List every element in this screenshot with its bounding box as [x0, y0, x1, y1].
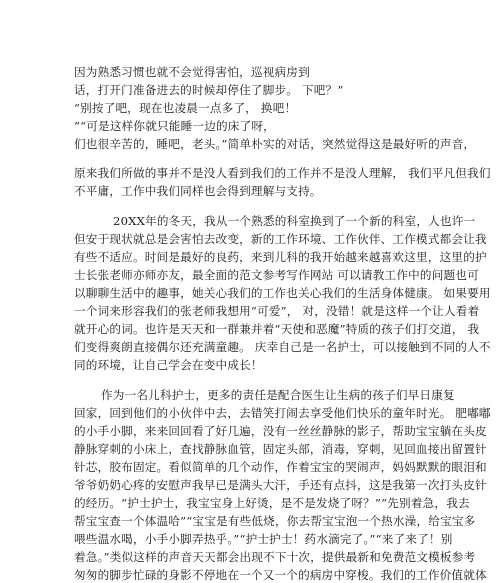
- text-line: 不平庸，工作中我们同样也会得到理解与支持。: [74, 184, 322, 198]
- text-line: 的经历。“护士护士，我宝宝身上好烫，是不是发烧了呀？”“先别着急，我去: [74, 496, 470, 510]
- text-line: 同的环境，让自己学会在变中成长！: [74, 358, 263, 372]
- text-line: 一个词来形容我们的张老师我想用“可爱”， 对，没错！就是这样一个让人看着: [74, 304, 480, 318]
- text-line: 们变得爽朗直接偶尔还充满童趣。 庆幸自己是一名护士，可以接触到不同的人不: [74, 340, 491, 354]
- text-line: 以聊聊生活中的趣事，她关心我们的工作也关心我们的生活身体健康。 如果要用: [74, 286, 491, 300]
- text-line: 20XX年的冬天，我从一个熟悉的科室换到了一个新的科室，人也许一: [113, 214, 476, 228]
- text-line: 原来我们所做的事并不是没人看到我们的工作并不是没人理解， 我们平凡但我们: [74, 166, 491, 180]
- text-line: 喂些温水喝，小手小脚弄热乎。”“护士护士！药水滴完了。”“来了来了！别: [74, 532, 453, 546]
- text-line: 就开心的词。也许是天天和一群兼并着“天使和恶魔”特质的孩子们打交道， 我: [74, 322, 480, 336]
- text-line: ”“可是这样你就只能睡一边的床了呀，: [74, 119, 275, 133]
- text-line: 作为一名儿科护士，更多的责任是配合医生让生病的孩子们早日康复: [101, 388, 455, 402]
- text-line: 士长张老师亦师亦友，最全面的范文参考写作网站 可以请教工作中的问题也可: [74, 268, 479, 282]
- text-line: 们也很辛苦的，睡吧，老头。”简单朴实的对话，突然觉得这是最好听的声音，: [74, 137, 476, 151]
- text-line: “别按了吧，现在也凌晨一点多了， 换吧！: [74, 101, 297, 115]
- text-line: 爷爷奶奶心疼的安慰声我早已是满头大汗，手还有点抖，这是我第一次打头皮针: [74, 478, 487, 492]
- text-line: 匆匆的脚步忙碌的身影不停地在一个又一个的病房中穿梭。我们的工作价值就体: [74, 568, 487, 582]
- text-line: 回家，回到他们的小伙伴中去，去错笑打闹去享受他们快乐的童年时光。 肥嘟嘟: [74, 406, 491, 420]
- text-line: 着急。”类似这样的声音天天都会出现不下十次，提供最新和免费范文模板参考: [74, 550, 476, 564]
- text-line: 有些不适应。时间是最好的良药，来到儿科的我开始越来越喜欢这里，这里的护: [74, 250, 487, 264]
- text-line: 但安于现状就总是会害怕去改变，新的工作环境、工作伙伴、工作模式都会让我: [74, 232, 487, 246]
- text-line: 话，打开门准备进去的时候却停住了脚步。 下吧？”: [74, 83, 344, 97]
- text-line: 因为熟悉习惯也就不会觉得害怕，巡视病房到: [74, 65, 310, 79]
- text-line: 针芯，胶布固定。看似简单的几个动作，作着宝宝的哭闹声，妈妈默默的眼泪和: [74, 460, 487, 474]
- text-line: 帮宝宝查一个体温哈”“宝宝是有些低烧，你去帮宝宝泡一个热水澡，给宝宝多: [74, 514, 476, 528]
- text-line: 静脉穿刺的小床上，查找静脉血管，固定头部，消毒，穿刺，见回血接出留置针: [74, 442, 487, 456]
- text-line: 的小手小脚，来来回回看了好几遍，没有一丝丝静脉的影子，帮助宝宝躺在头皮: [74, 424, 487, 438]
